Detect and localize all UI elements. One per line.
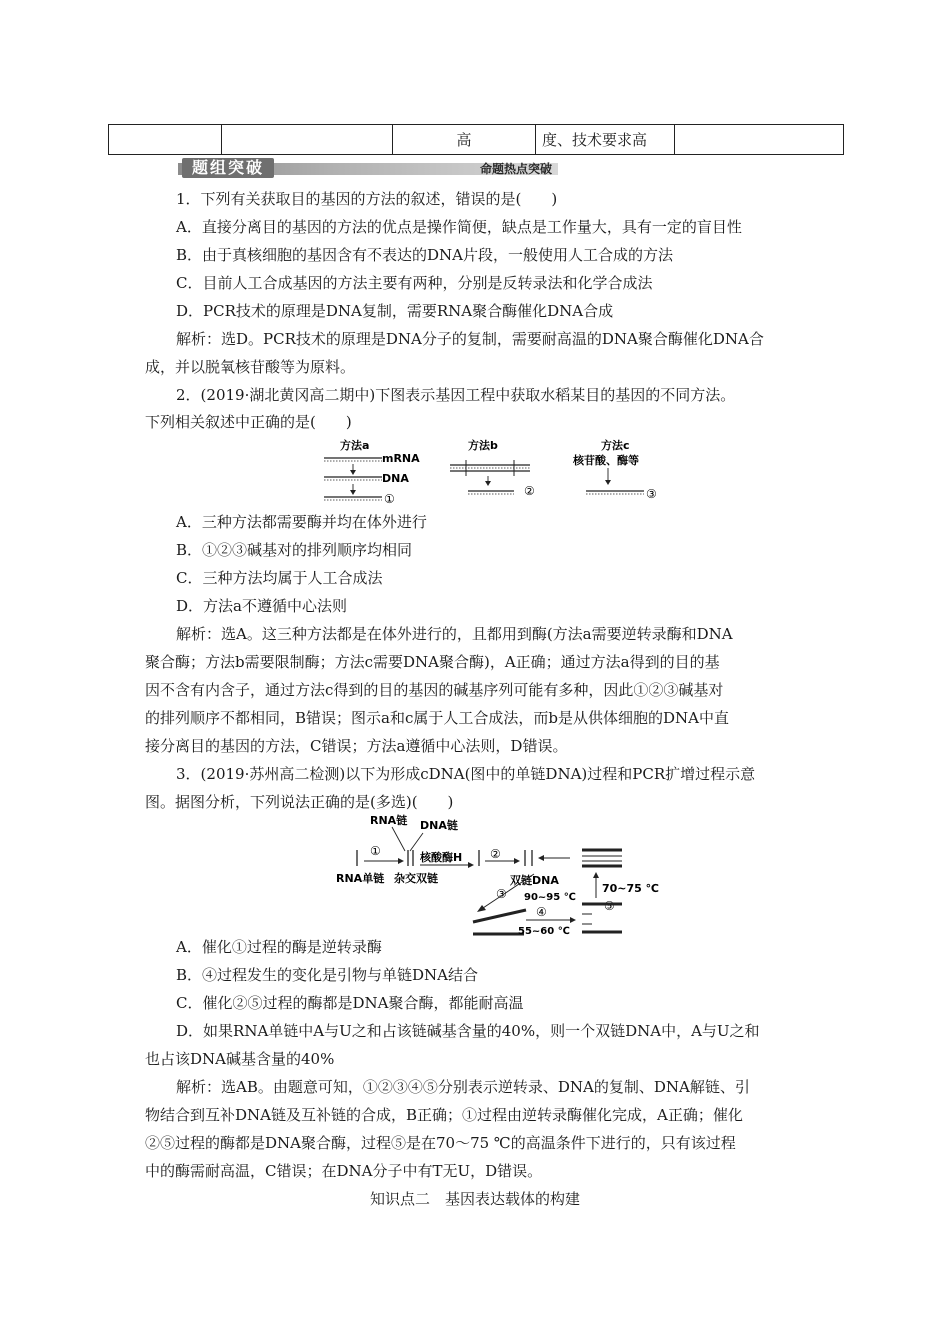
- table-cell: 高: [393, 125, 536, 155]
- q1-option-b: B．由于真核细胞的基因含有不表达的DNA片段，一般使用人工合成的方法: [176, 246, 674, 264]
- q3-stem-line: 3．(2019·苏州高二检测)以下为形成cDNA(图中的单链DNA)过程和PCR扩增过程示意: [176, 765, 756, 783]
- temp-70-75-label: 70~75 ℃: [602, 882, 659, 895]
- q1-analysis-line: 解析：选D。PCR技术的原理是DNA分子的复制，需要耐高温的DNA聚合酶催化DNA合: [176, 330, 764, 348]
- section-title: 知识点二 基因表达载体的构建: [369, 1190, 580, 1208]
- circle-1: ①: [384, 492, 395, 506]
- mrna-label: mRNA: [382, 452, 420, 465]
- q3-figure: [330, 812, 660, 938]
- q1-option-a: A．直接分离目的基因的方法的优点是操作简便，缺点是工作量大，具有一定的盲目性: [176, 218, 742, 236]
- circle-3: ③: [646, 487, 657, 501]
- q1-option-c: C．目前人工合成基因的方法主要有两种，分别是反转录法和化学合成法: [176, 274, 653, 292]
- table-cell: [109, 125, 222, 155]
- q3-option-a: A．催化①过程的酶是逆转录酶: [176, 938, 382, 956]
- dna-chain-label: DNA链: [420, 819, 458, 832]
- q2-option-b: B．①②③碱基对的排列顺序均相同: [176, 541, 413, 559]
- method-a-label: 方法a: [340, 439, 370, 452]
- temp-55-60-label: 55~60 ℃: [518, 926, 570, 937]
- rnase-h-label: 核酸酶H: [420, 851, 463, 864]
- table-fragment: [108, 124, 844, 155]
- dna-label: DNA: [382, 472, 409, 485]
- q3-analysis-line: 解析：选AB。由题意可知，①②③④⑤分别表示逆转录、DNA的复制、DNA解链、引: [176, 1078, 750, 1096]
- q2-stem-line: 2．(2019·湖北黄冈高二期中)下图表示基因工程中获取水稻某目的基因的不同方法。: [176, 386, 736, 404]
- q3-analysis-line: 中的酶需耐高温，C错误；在DNA分子中有T无U，D错误。: [145, 1162, 543, 1180]
- q3-analysis-line: ②⑤过程的酶都是DNA聚合酶，过程⑤是在70～75 ℃的高温条件下进行的，只有该过程: [145, 1134, 736, 1152]
- method-b-label: 方法b: [468, 439, 498, 452]
- rna-single-label: RNA单链: [336, 872, 385, 885]
- table-cell: [222, 125, 393, 155]
- q2-figure: [318, 437, 668, 507]
- q2-option-d: D．方法a不遵循中心法则: [176, 597, 347, 615]
- q3-stem-line: 图。据图分析，下列说法正确的是(多选)( ): [145, 793, 454, 811]
- step-5-label: ⑤: [604, 899, 615, 913]
- temp-90-95-label: 90~95 ℃: [524, 892, 576, 903]
- q1-option-d: D．PCR技术的原理是DNA复制，需要RNA聚合酶催化DNA合成: [176, 302, 614, 320]
- table-cell: [675, 125, 844, 155]
- hybrid-label: 杂交双链: [394, 872, 438, 885]
- table-cell: 度、技术要求高: [536, 125, 675, 155]
- method-c-sub-label: 核苷酸、酶等: [573, 454, 639, 467]
- q3-analysis-line: 物结合到互补DNA链及互补链的合成，B正确；①过程由逆转录酶催化完成，A正确；催化: [145, 1106, 743, 1124]
- step-2-label: ②: [490, 847, 501, 861]
- step-3-label: ③: [496, 887, 507, 901]
- q2-option-a: A．三种方法都需要酶并均在体外进行: [176, 513, 427, 531]
- q3-option-d-cont: 也占该DNA碱基含量的40%: [145, 1050, 335, 1068]
- q3-option-d: D．如果RNA单链中A与U之和占该链碱基含量的40%，则一个双链DNA中，A与U之和: [176, 1022, 760, 1040]
- q1-stem: 1．下列有关获取目的基因的方法的叙述，错误的是( ): [176, 190, 558, 208]
- circle-2: ②: [524, 484, 535, 498]
- rna-chain-label: RNA链: [370, 814, 408, 827]
- method-c-label: 方法c: [601, 439, 630, 452]
- step-1-label: ①: [370, 844, 381, 858]
- q2-analysis-line: 解析：选A。这三种方法都是在体外进行的，且都用到酶(方法a需要逆转录酶和DNA: [176, 625, 733, 643]
- q1-analysis-line: 成，并以脱氧核苷酸等为原料。: [145, 358, 356, 376]
- section-banner: [178, 158, 558, 178]
- step-4-label: ④: [536, 905, 547, 919]
- ds-dna-label: 双链DNA: [510, 874, 559, 887]
- q2-analysis-line: 因不含有内含子，通过方法c得到的目的基因的碱基序列可能有多种，因此①②③碱基对: [145, 681, 724, 699]
- q3-option-b: B．④过程发生的变化是引物与单链DNA结合: [176, 966, 479, 984]
- q2-analysis-line: 的排列顺序不都相同，B错误；图示a和c属于人工合成法，而b是从供体细胞的DNA中直: [145, 709, 729, 727]
- q2-analysis-line: 聚合酶；方法b需要限制酶；方法c需要DNA聚合酶)，A正确；通过方法a得到的目的基: [145, 653, 720, 671]
- banner-label: 题组突破: [182, 158, 274, 178]
- q3-option-c: C．催化②⑤过程的酶都是DNA聚合酶，都能耐高温: [176, 994, 524, 1012]
- q2-stem-line: 下列相关叙述中正确的是( ): [145, 413, 352, 431]
- banner-right-text: 命题热点突破: [479, 162, 552, 176]
- q2-option-c: C．三种方法均属于人工合成法: [176, 569, 383, 587]
- q2-analysis-line: 接分离目的基因的方法，C错误；方法a遵循中心法则，D错误。: [145, 737, 568, 755]
